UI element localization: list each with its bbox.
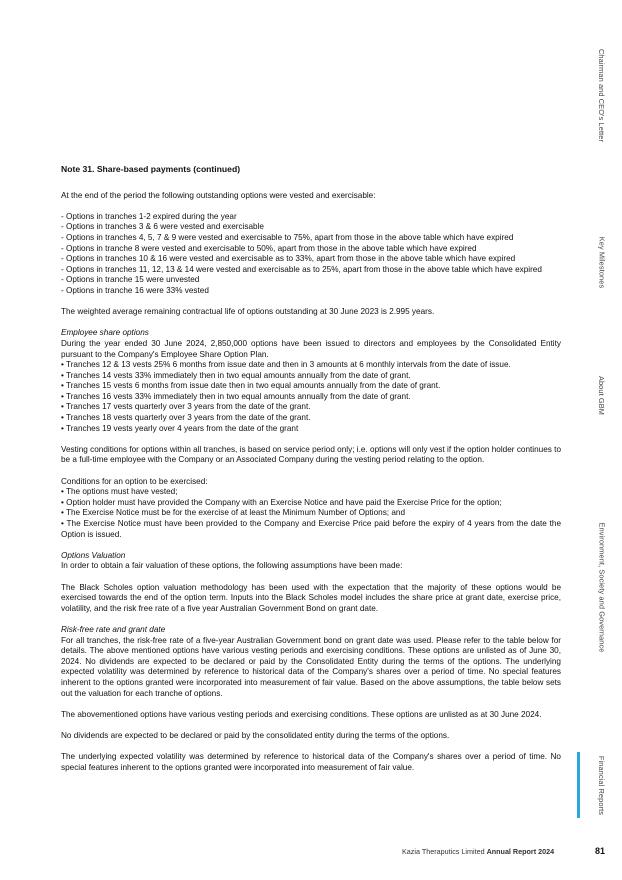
employee-options-bullet: • Tranches 19 vests yearly over 4 years from the date of the grant — [61, 423, 299, 433]
intro-text: At the end of the period the following outstanding options were vested and exercisable: — [61, 190, 376, 200]
dividends-text: No dividends are expected to be declared or paid by the consolidated entity during the terms of the options. — [61, 730, 450, 740]
page-number: 81 — [595, 846, 606, 856]
vesting-periods-text: The abovementioned options have various vesting periods and exercising conditions. These options are unlisted as at 30 June 2024. — [61, 709, 542, 719]
tranche-line: - Options in tranches 10 & 16 were vested and exercisable as to 33%, apart from those in the above table which have expired — [61, 254, 516, 264]
employee-options-bullet: • Tranches 15 vests 6 months from issue date then in two equal amounts annually from the date of grant. — [61, 381, 441, 391]
weighted-average-text: The weighted average remaining contractual life of options outstanding at 30 June 2023 is 2.995 years. — [61, 307, 435, 317]
exercise-conditions-bullet: • The Exercise Notice must have been provided to the Company and Exercise Price paid before the expiry of 4 years from the date the Option is issued. — [61, 519, 561, 539]
note-content — [61, 164, 561, 773]
footer-company — [402, 847, 554, 856]
employee-options-title: Employee share options — [61, 328, 149, 338]
tranche-line: - Options in tranches 1-2 expired during the year — [61, 211, 237, 221]
tranche-line: - Options in tranche 16 were 33% vested — [61, 285, 209, 295]
side-tab-chairman-label: Chairman and CEO's Letter — [597, 48, 607, 142]
employee-options-bullet: • Tranches 17 vests quarterly over 3 years from the date of the grant. — [61, 402, 311, 412]
footer-report-title: Annual Report 2024 — [486, 847, 555, 856]
employee-options-body: During the year ended 30 June 2024, 2,850,000 options have been issued to directors and employees by the Consolidated Entity pursuant to the Company's Employee Share Option Plan. — [61, 338, 561, 359]
side-tab-esg[interactable] — [596, 512, 608, 662]
page-footer — [380, 846, 610, 858]
note-heading: Note 31. Share-based payments (continued) — [61, 164, 241, 174]
side-tab-about-label: About GBM — [597, 375, 607, 415]
risk-free-title: Risk-free rate and grant date — [61, 624, 166, 634]
employee-options-bullet: • Tranches 18 vests quarterly over 3 years from the date of the grant. — [61, 413, 311, 423]
volatility-text: The underlying expected volatility was determined by reference to historical data of the Company's shares over a period of time. No special features inherent to the options granted were incorporated into measurement of fair value. — [61, 752, 561, 772]
exercise-conditions-title: Conditions for an option to be exercised: — [61, 476, 208, 486]
side-tab-chairman[interactable] — [596, 40, 608, 150]
side-tab-milestones[interactable] — [596, 232, 608, 292]
tranche-line: - Options in tranche 8 were vested and exercisable to 50%, apart from those in the above table which have expired — [61, 243, 477, 253]
vesting-conditions-text: Vesting conditions for options within all tranches, is based on service period only; i.e. options will only vest if the option holder continues to be a full-time employee with the Company or an Associated Company during the vesting period relating to the option. — [61, 444, 561, 465]
side-tab-financial-label: Financial Reports — [597, 755, 607, 815]
risk-free-body: For all tranches, the risk-free rate of a five-year Australian Government bond on grant date was used. Please refer to the table below for details. The above mentioned options have various vesting periods and exercising conditions. These options are unlisted as of June 30, 2024. No dividends are expected to be declared or paid by the Consolidated Entity during the terms of the options. The underlying expected volatility was determined by reference to historical data of the Company's shares over a period of time. No special features inherent to the options granted were incorporated into measurement of fair value. Based on the above assumptions, the table below sets out the valuation for each tranche of options. — [61, 635, 561, 698]
tranche-line: - Options in tranches 3 & 6 were vested and exercisable — [61, 222, 264, 232]
employee-options-bullet: • Tranches 16 vests 33% immediately then in two equal amounts annually from the date of grant. — [61, 391, 411, 401]
side-tab-esg-label: Environment, Society and Governance — [597, 521, 607, 653]
employee-options-bullet: • Tranches 12 & 13 vests 25% 6 months from issue date and then in 3 amounts at 6 monthly intervals from the date of issue. — [61, 360, 511, 370]
side-tab-about[interactable] — [596, 374, 608, 416]
exercise-conditions-bullet: • The options must have vested; — [61, 487, 178, 497]
active-tab-indicator — [577, 752, 580, 818]
exercise-conditions-bullet: • The Exercise Notice must be for the exercise of at least the Minimum Number of Options; and — [61, 508, 406, 518]
black-scholes-text: The Black Scholes option valuation methodology has been used with the expectation that the majority of these options would be exercised towards the end of the option term. Inputs into the Black Scholes model includes the share price at grant date, exercise price, volatility, and the risk free rate of a five year Australian Government Bond on grant date. — [61, 582, 561, 613]
footer-company-name: Kazia Theraputics Limited — [402, 847, 485, 856]
exercise-conditions-bullet: • Option holder must have provided the Company with an Exercise Notice and have paid the Exercise Price for the option; — [61, 497, 502, 507]
options-valuation-body: In order to obtain a fair valuation of these options, the following assumptions have been made: — [61, 561, 403, 571]
tranche-line: - Options in tranches 11, 12, 13 & 14 were vested and exercisable as to 25%, apart from those in the above table which have expired — [61, 264, 542, 274]
tranche-line: - Options in tranche 15 were unvested — [61, 275, 200, 285]
side-tab-milestones-label: Key Milestones — [597, 236, 607, 288]
employee-options-bullet: • Tranches 14 vests 33% immediately then in two equal amounts annually from the date of grant. — [61, 370, 411, 380]
options-valuation-title: Options Valuation — [61, 550, 126, 560]
side-tab-financial[interactable] — [596, 750, 608, 820]
tranche-line: - Options in tranches 4, 5, 7 & 9 were vested and exercisable to 75%, apart from those in the above table which have expired — [61, 232, 514, 242]
